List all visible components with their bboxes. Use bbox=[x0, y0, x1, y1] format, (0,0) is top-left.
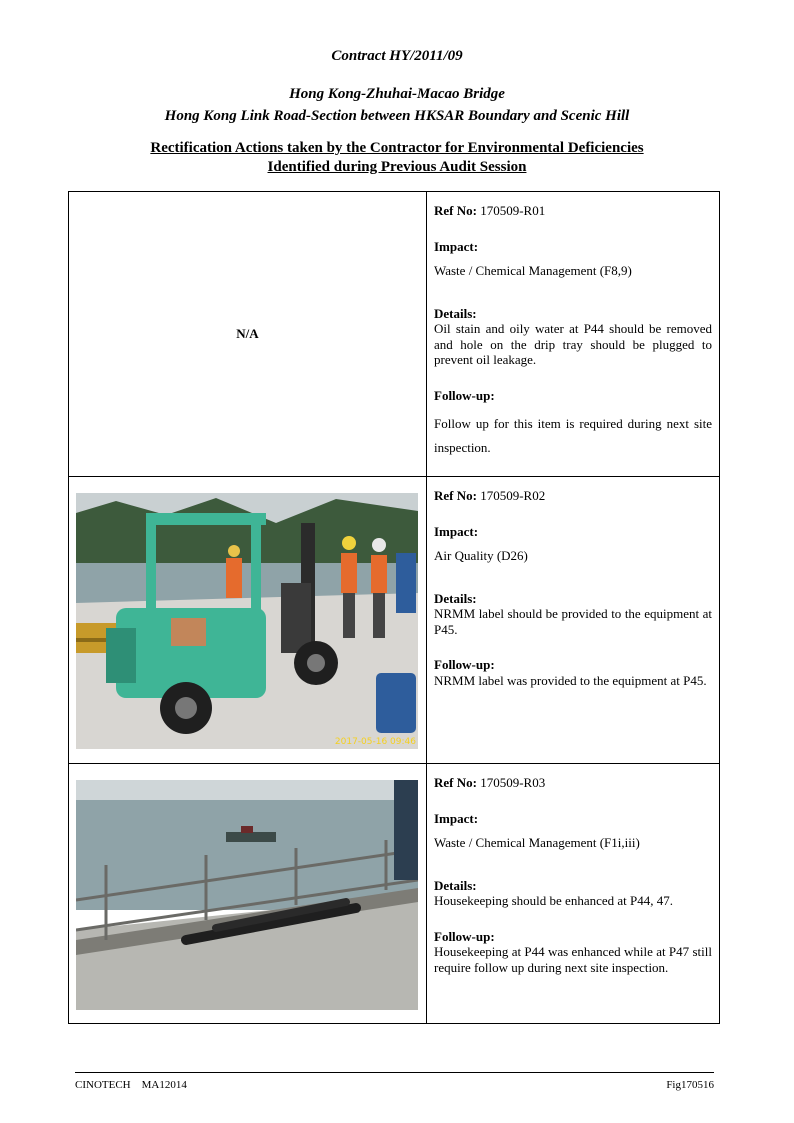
details-value: Oil stain and oily water at P44 should be removed and hole on the drip tray should be plugged to prevent oil leakage. bbox=[434, 321, 712, 367]
table-row bbox=[69, 477, 720, 764]
info-cell bbox=[427, 192, 720, 477]
details-value: Housekeeping should be enhanced at P44, 47. bbox=[434, 893, 674, 908]
details-label: Details: bbox=[434, 305, 477, 321]
project-line-1: Hong Kong-Zhuhai-Macao Bridge bbox=[289, 86, 505, 102]
ref-no-value: 170509-R01 bbox=[480, 203, 546, 218]
photo-cell bbox=[69, 192, 427, 477]
impact-value: Waste / Chemical Management (F1i,iii) bbox=[434, 835, 640, 850]
table-row bbox=[69, 192, 720, 477]
page-title bbox=[0, 139, 794, 177]
photo-cell bbox=[69, 764, 427, 1024]
title-line-2: Identified during Previous Audit Session bbox=[267, 159, 527, 175]
table-row bbox=[69, 764, 720, 1024]
forklift-photo bbox=[76, 493, 418, 749]
details-value: NRMM label should be provided to the equipment at P45. bbox=[434, 606, 712, 637]
title-line-1: Rectification Actions taken by the Contractor for Environmental Deficiencies bbox=[150, 140, 644, 156]
impact-label: Impact: bbox=[434, 810, 479, 826]
project-line-2: Hong Kong Link Road-Section between HKSAR Boundary and Scenic Hill bbox=[164, 108, 630, 124]
photo-timestamp: 2017-05-16 09:46 bbox=[334, 737, 416, 747]
footer-right: Fig170516 bbox=[666, 1079, 714, 1091]
follow-up-value: NRMM label was provided to the equipment at P45. bbox=[434, 672, 707, 688]
photo-cell bbox=[69, 477, 427, 764]
housekeeping-photo-image bbox=[76, 780, 418, 1010]
impact-label: Impact: bbox=[434, 238, 479, 254]
forklift-photo-image bbox=[76, 493, 418, 749]
ref-no-value: 170509-R03 bbox=[480, 775, 546, 790]
ref-no-label: Ref No: bbox=[434, 775, 477, 790]
housekeeping-photo bbox=[76, 780, 418, 1010]
follow-up-value: Housekeeping at P44 was enhanced while at P47 still require follow up during next site inspection. bbox=[434, 944, 712, 975]
info-cell bbox=[427, 764, 720, 1024]
contract-number: Contract HY/2011/09 bbox=[331, 48, 463, 64]
document-header bbox=[0, 48, 794, 177]
ref-no-label: Ref No: bbox=[434, 203, 477, 218]
impact-value: Air Quality (D26) bbox=[434, 548, 528, 563]
impact-value: Waste / Chemical Management (F8,9) bbox=[434, 263, 632, 278]
ref-no-label: Ref No: bbox=[434, 488, 477, 503]
follow-up-label: Follow-up: bbox=[434, 928, 495, 944]
footer-left: CINOTECH MA12014 bbox=[75, 1079, 187, 1091]
follow-up-label: Follow-up: bbox=[434, 657, 495, 672]
footer-divider bbox=[75, 1072, 714, 1073]
project-name bbox=[0, 83, 794, 127]
details-label: Details: bbox=[434, 590, 477, 606]
na-text: N/A bbox=[236, 326, 259, 341]
impact-label: Impact: bbox=[434, 523, 479, 539]
ref-no-value: 170509-R02 bbox=[480, 488, 546, 503]
details-label: Details: bbox=[434, 877, 477, 893]
follow-up-label: Follow-up: bbox=[434, 387, 495, 403]
rectification-table bbox=[68, 191, 720, 1024]
follow-up-value: Follow up for this item is required during next site inspection. bbox=[434, 416, 712, 455]
info-cell bbox=[427, 477, 720, 764]
